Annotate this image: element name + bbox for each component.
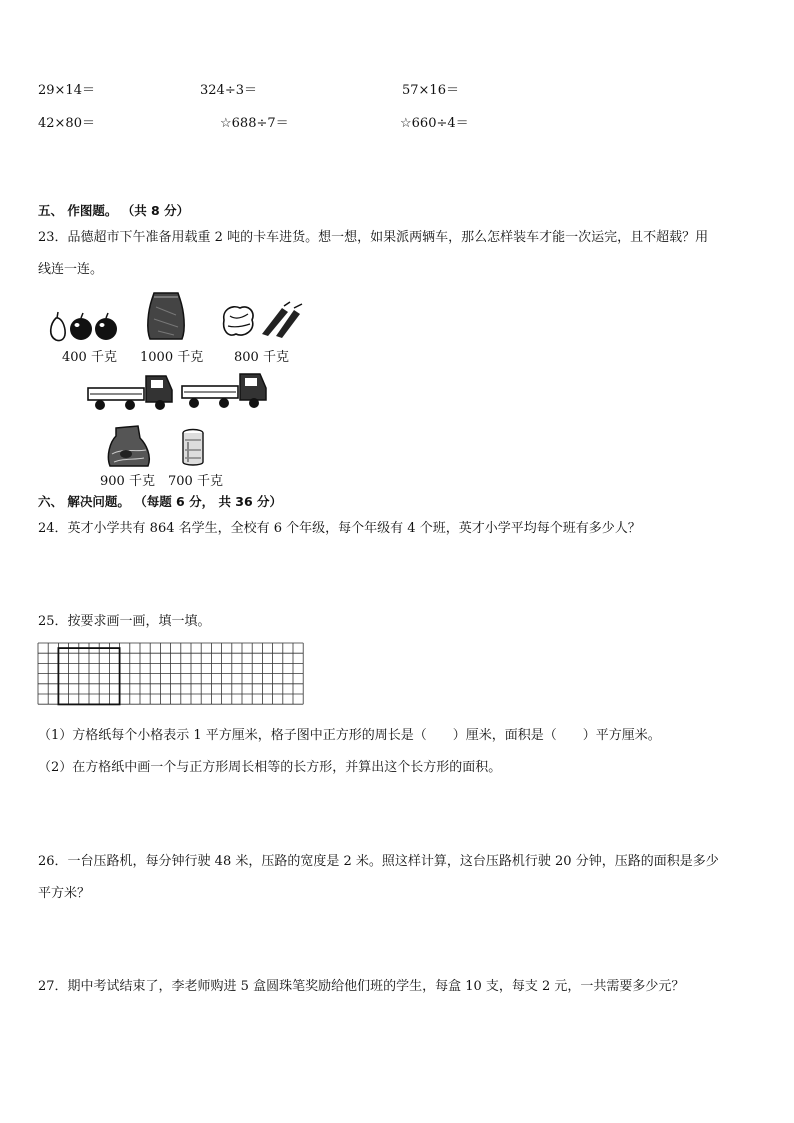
question-23-cont: 线连一连。 — [38, 262, 104, 277]
fruit-icon — [46, 310, 122, 342]
calc-item: 42×80＝ — [38, 116, 95, 131]
question-23: 23．品德超市下午准备用载重 2 吨的卡车进货。想一想，如果派两辆车，那么怎样装车才能一次运完，且不超载？用 — [38, 230, 709, 245]
goods-label: 700 千克 — [168, 474, 223, 489]
truck-icon — [86, 372, 174, 412]
goods-label: 1000 千克 — [140, 350, 204, 365]
question-26-cont: 平方米？ — [38, 886, 91, 901]
question-25-part-1: （1）方格纸每个小格表示 1 平方厘米，格子图中正方形的周长是（ ）厘米，面积是（ ）平方厘米。 — [38, 728, 661, 743]
calc-item: ☆660÷4＝ — [400, 116, 469, 131]
bag-icon — [104, 424, 154, 468]
sack-icon — [146, 289, 186, 341]
question-27: 27．期中考试结束了，李老师购进 5 盒圆珠笔奖励给他们班的学生，每盒 10 支，每支 2 元，一共需要多少元？ — [38, 979, 685, 994]
goods-label: 400 千克 — [62, 350, 117, 365]
question-26: 26．一台压路机，每分钟行驶 48 米，压路的宽度是 2 米。照这样计算，这台压路机行驶 20 分钟，压路的面积是多少 — [38, 854, 719, 869]
question-25-part-2: （2）在方格纸中画一个与正方形周长相等的长方形，并算出这个长方形的面积。 — [38, 760, 502, 775]
truck-icon — [180, 370, 268, 410]
calc-item: 57×16＝ — [402, 83, 459, 98]
question-24: 24．英才小学共有 864 名学生，全校有 6 个年级，每个年级有 4 个班，英才小学平均每个班有多少人？ — [38, 521, 641, 536]
goods-label: 800 千克 — [234, 350, 289, 365]
calc-item: 29×14＝ — [38, 83, 95, 98]
calc-item: ☆688÷7＝ — [220, 116, 289, 131]
goods-label: 900 千克 — [100, 474, 155, 489]
grid-paper[interactable] — [38, 643, 304, 712]
section-heading: 五、 作图题。 （共 8 分） — [38, 203, 190, 218]
question-25: 25．按要求画一画，填一填。 — [38, 614, 211, 629]
vegetables-icon — [220, 300, 304, 340]
barrel-icon — [180, 428, 206, 468]
section-heading: 六、 解决问题。 （每题 6 分， 共 36 分） — [38, 494, 283, 509]
calc-item: 324÷3＝ — [200, 83, 257, 98]
